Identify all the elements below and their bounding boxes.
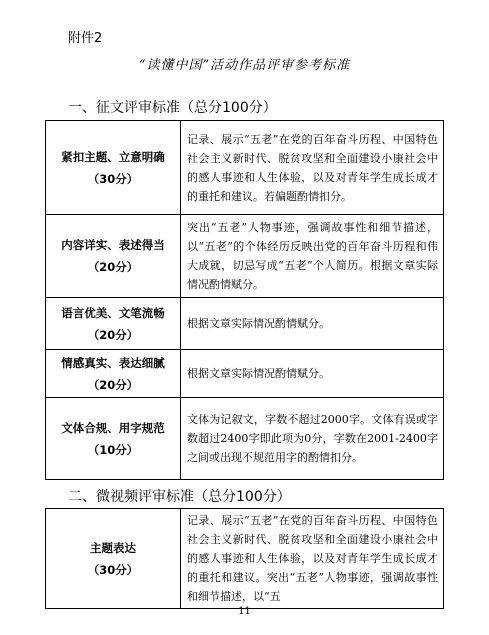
- criterion-description: 文体为记叙文，字数不超过2000字。文体有误或字数超过2400字即此项为0分，字数在2001-2400字之间或出现不规范用字的酌情扣分。: [181, 398, 444, 480]
- table-row: [46, 298, 444, 350]
- criterion-name: 内容详实、表述得当: [61, 238, 165, 252]
- criterion-description: 记录、展示“五老”在党的百年奋斗历程、中国特色社会主义新时代、脱贫攻坚和全面建设小康社会中的感人事迹和人生体验，以及对青年学生成长成才的重托和建议。突出“五老”人物事迹，强调故事性和细节描述，以“五: [181, 509, 444, 609]
- criterion-cell: [46, 509, 181, 609]
- criterion-points: （30分）: [87, 562, 139, 577]
- criterion-cell: [46, 398, 181, 480]
- criterion-name: 语言优美、文笔流畅: [61, 305, 165, 320]
- criterion-points: （10分）: [87, 442, 139, 457]
- table-row: [46, 509, 444, 609]
- table-row: [46, 215, 444, 298]
- table-row: [46, 398, 444, 480]
- criterion-name: 情感真实、表达细腻: [61, 355, 165, 370]
- video-criteria-table: [45, 508, 444, 609]
- section-heading-video: 二、微视频评审标准（总分100分）: [68, 489, 291, 505]
- table-row: [46, 121, 444, 215]
- criterion-cell: [46, 121, 181, 215]
- criterion-description: 根据文章实际情况酌情赋分。: [181, 350, 444, 398]
- criterion-name: 主题表达: [90, 540, 136, 555]
- page-number: 11: [238, 606, 251, 617]
- criterion-description: 根据文章实际情况酌情赋分。: [181, 298, 444, 350]
- criterion-name: 紧扣主题、立意明确: [61, 149, 165, 164]
- criterion-cell: [46, 350, 181, 398]
- document-title: “读懂中国”活动作品评审参考标准: [138, 58, 351, 73]
- section-heading-essay: 一、征文评审标准（总分100分）: [68, 100, 277, 116]
- criterion-description: 记录、展示“五老”在党的百年奋斗历程、中国特色社会主义新时代、脱贫攻坚和全面建设小康社会中的感人事迹和人生体验，以及对青年学生成长成才的重托和建议。若偏题酌情扣分。: [181, 121, 444, 215]
- table-row: [46, 350, 444, 398]
- video-criteria-clip: [44, 508, 446, 603]
- criterion-name: 文体合规、用字规范: [61, 420, 165, 435]
- attachment-label: 附件2: [68, 31, 103, 46]
- criterion-cell: [46, 298, 181, 350]
- criterion-description: 突出“五老”人物事迹，强调故事性和细节描述，以“五老”的个体经历反映出党的百年奋斗历程和伟大成就，切忌写成“五老”个人简历。根据文章实际情况酌情赋分。: [181, 215, 444, 298]
- essay-criteria-table: [45, 120, 444, 480]
- criterion-points: （20分）: [87, 327, 139, 342]
- criterion-points: （20分）: [87, 260, 139, 274]
- criterion-cell: [46, 215, 181, 298]
- criterion-points: （30分）: [87, 171, 139, 186]
- criterion-points: （20分）: [87, 377, 139, 392]
